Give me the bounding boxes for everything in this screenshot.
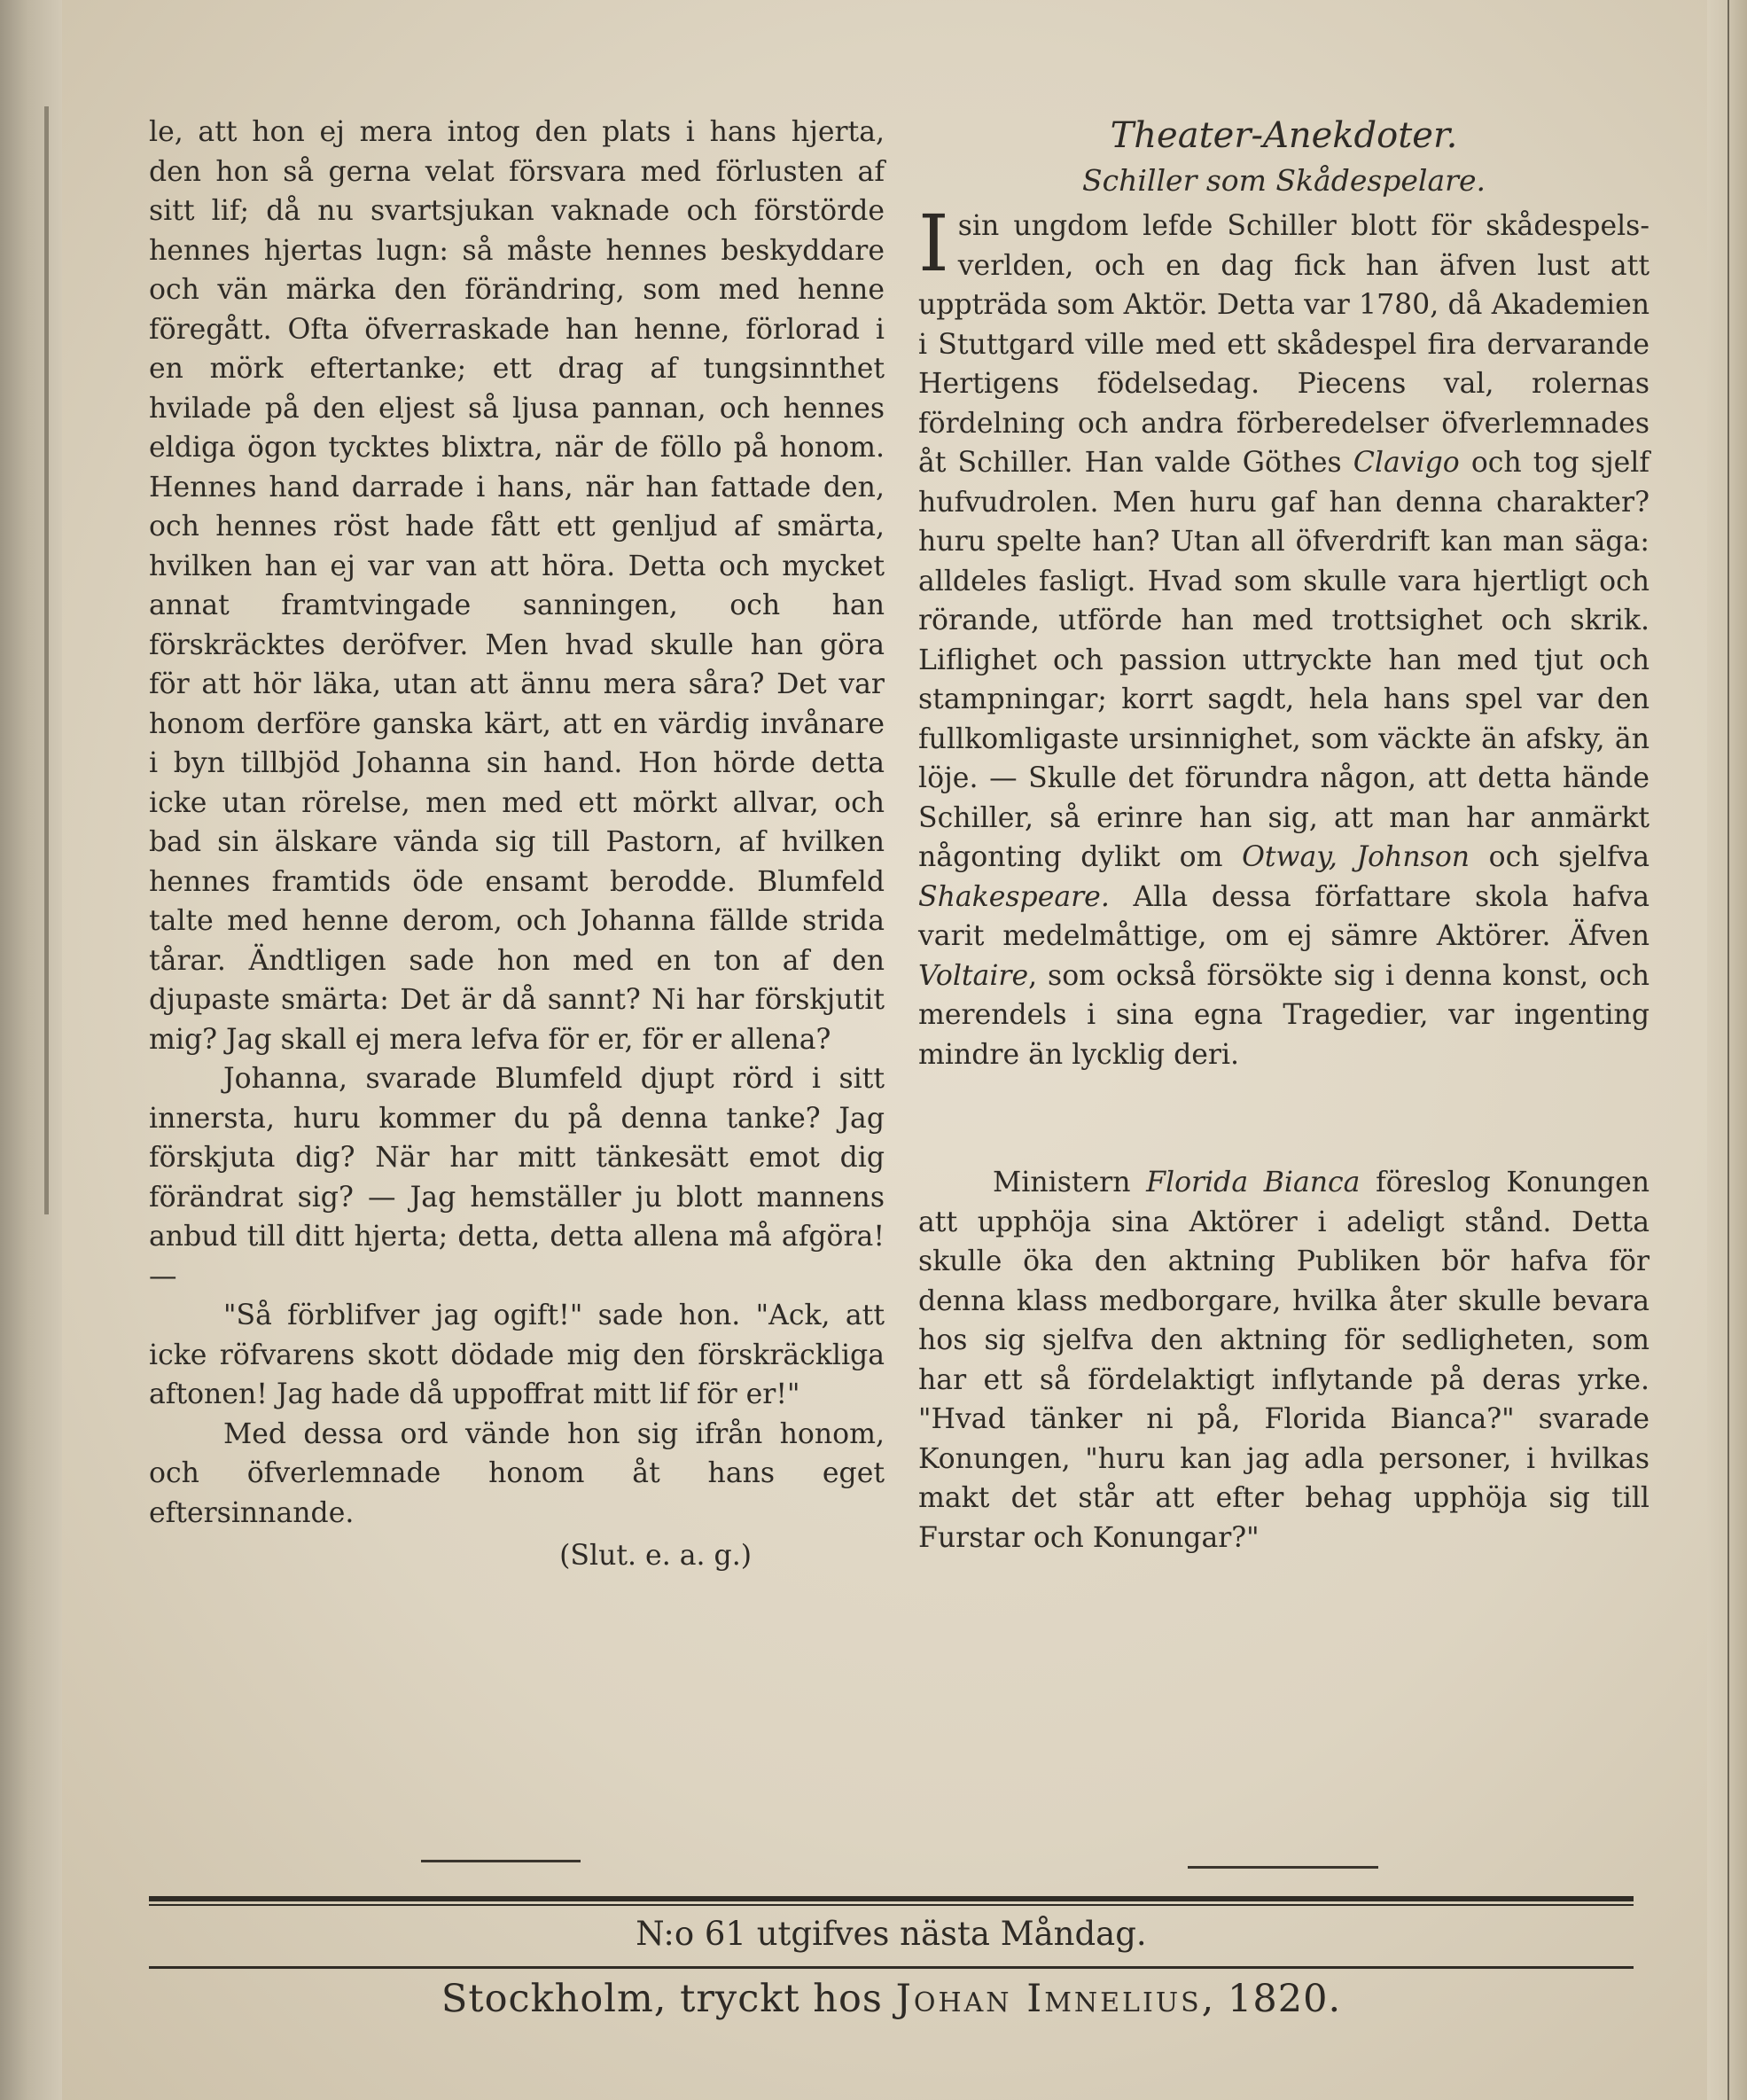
right-column xyxy=(918,113,1650,1557)
story-end-rule xyxy=(421,1860,581,1862)
name-florida-bianca: Florida Bianca xyxy=(1146,1167,1361,1198)
story-paragraph-4: Med dessa ord vände hon sig ifrån honom, och öfverlemnade honom åt hans eget eftersinnande. xyxy=(149,1417,885,1529)
name-voltaire: Voltaire xyxy=(918,959,1029,992)
name-shakespeare: Shakespeare. xyxy=(918,880,1110,913)
story-paragraph-2: Johanna, svarade Blumfeld djupt rörd i sitt innersta, huru kommer du på denna tanke? Jag förskjuta dig? När har mitt tänkesätt emot dig förändrat sig? — Jag hemställer ju blott mannens anbud till ditt hjerta; detta, detta allena må afgöra! — xyxy=(149,1063,885,1292)
anecdote-schiller: Isin ungdom lefde Schiller blott för skådespels-verlden, och en dag fick han äfven lust att uppträda som Aktör. Detta var 1780, då Akademien i Stuttgard ville med ett skådespel fira dervarande Hertigens födelsedag. Piecens val, rolernas fördelning och andra förberedelser öfverlemnades åt Schiller. Han valde Göthes Clavigo och tog sjelf hufvudrolen. Men huru gaf han denna charakter? huru spelte han? Utan all öfverdrift kan man säga: alldeles fasligt. Hvad som skulle vara hjertligt och rörande, utförde han med trottsighet och skrik. Liflighet och passion uttryckte han med tjut och stampningar; korrt sagdt, hela hans spel var den fullkomligaste ursinnighet, som väckte än afsky, än löje. — Skulle det förundra någon, att detta hände Schiller, så erinre han sig, att man har anmärkt någonting dylikt om Otway, Johnson och sjelfva Shakespeare. Alla dessa författare skola hafva varit medelmåttige, om ej sämre Aktörer. Äfven Voltaire, som också försökte sig i denna konst, och merendels i sina egna Tragedier, var ingenting mindre än lycklig deri. xyxy=(918,198,1650,1071)
anecdote-florida-bianca: Ministern Florida Bianca föreslog Konungen att upphöja sina Aktörer i adeligt stånd. Detta skulle öka den aktning Publiken bör hafva för denna klass medborgare, hvilka åter skulle bevara hos sig sjelfva den aktning för sedligheten, som har ett så fördelaktigt inflytande på deras yrke. "Hvad tänker ni på, Florida Bianca?" svarade Konungen, "huru kan jag adla personer, i hvilkas makt det står att efter behag upphöja sig till Furstar och Konungar?" xyxy=(918,1167,1650,1554)
story-paragraph-3: "Så förblifver jag ogift!" sade hon. "Ack, att icke röfvarens skott dödade mig den förskräckliga aftonen! Jag hade då uppoffrat mitt lif för er!" xyxy=(149,1300,885,1410)
printer-name: Johan Imnelius xyxy=(895,1977,1202,2021)
next-issue-notice: N:o 61 utgifves nästa Måndag. xyxy=(636,1915,1147,1953)
drop-cap: I xyxy=(918,198,949,289)
continued-signoff: (Slut. e. a. g.) xyxy=(559,1540,752,1572)
name-otway-johnson: Otway, Johnson xyxy=(1242,841,1470,873)
section-heading: Theater-Anekdoter. xyxy=(1110,115,1458,156)
article-subheading: Schiller som Skådespelare. xyxy=(1082,163,1486,198)
footer-thick-rule xyxy=(149,1896,1634,1901)
left-column xyxy=(149,113,885,1576)
anecdote-end-rule xyxy=(1188,1866,1378,1869)
work-title-clavigo: Clavigo xyxy=(1353,447,1460,479)
footer-thin-rule xyxy=(149,1904,1634,1906)
footer-bottom-rule xyxy=(149,1966,1634,1969)
binding-edge xyxy=(44,106,49,1214)
printer-imprint: Stockholm, tryckt hos Johan Imnelius, 1820. xyxy=(441,1977,1342,2021)
page-edge-line xyxy=(1728,0,1729,2100)
story-paragraph-1: le, att hon ej mera intog den plats i hans hjerta, den hon så gerna velat försvara med förlusten af sitt lif; då nu svartsjukan vaknade och förstörde hennes hjertas lugn: så måste hennes beskyddare och vän märka den förändring, som med henne föregått. Ofta öfverraskade han henne, förlorad i en mörk eftertanke; ett drag af tungsinnthet hvilade på den eljest så ljusa pannan, och hennes eldiga ögon tycktes blixtra, när de föllo på honom. Hennes hand darrade i hans, när han fattade den, och hennes röst hade fått ett genljud af smärta, hvilken han ej var van att höra. Detta och mycket annat framtvingade sanningen, och han förskräcktes deröfver. Men hvad skulle han göra för att hör läka, utan att ännu mera såra? Det var honom derföre ganska kärt, att en värdig invånare i byn tillbjöd Johanna sin hand. Hon hörde detta icke utan rörelse, men med ett mörkt allvar, och bad sin älskare vända sig till Pastorn, af hvilken hennes framtids öde ensamt berodde. Blumfeld talte med henne derom, och Johanna fällde strida tårar. Ändtligen sade hon med en ton af den djupaste smärta: Det är då sannt? Ni har förskjutit mig? Jag skall ej mera lefva för er, för er allena? xyxy=(149,116,885,1056)
binding-gutter xyxy=(0,0,62,2100)
